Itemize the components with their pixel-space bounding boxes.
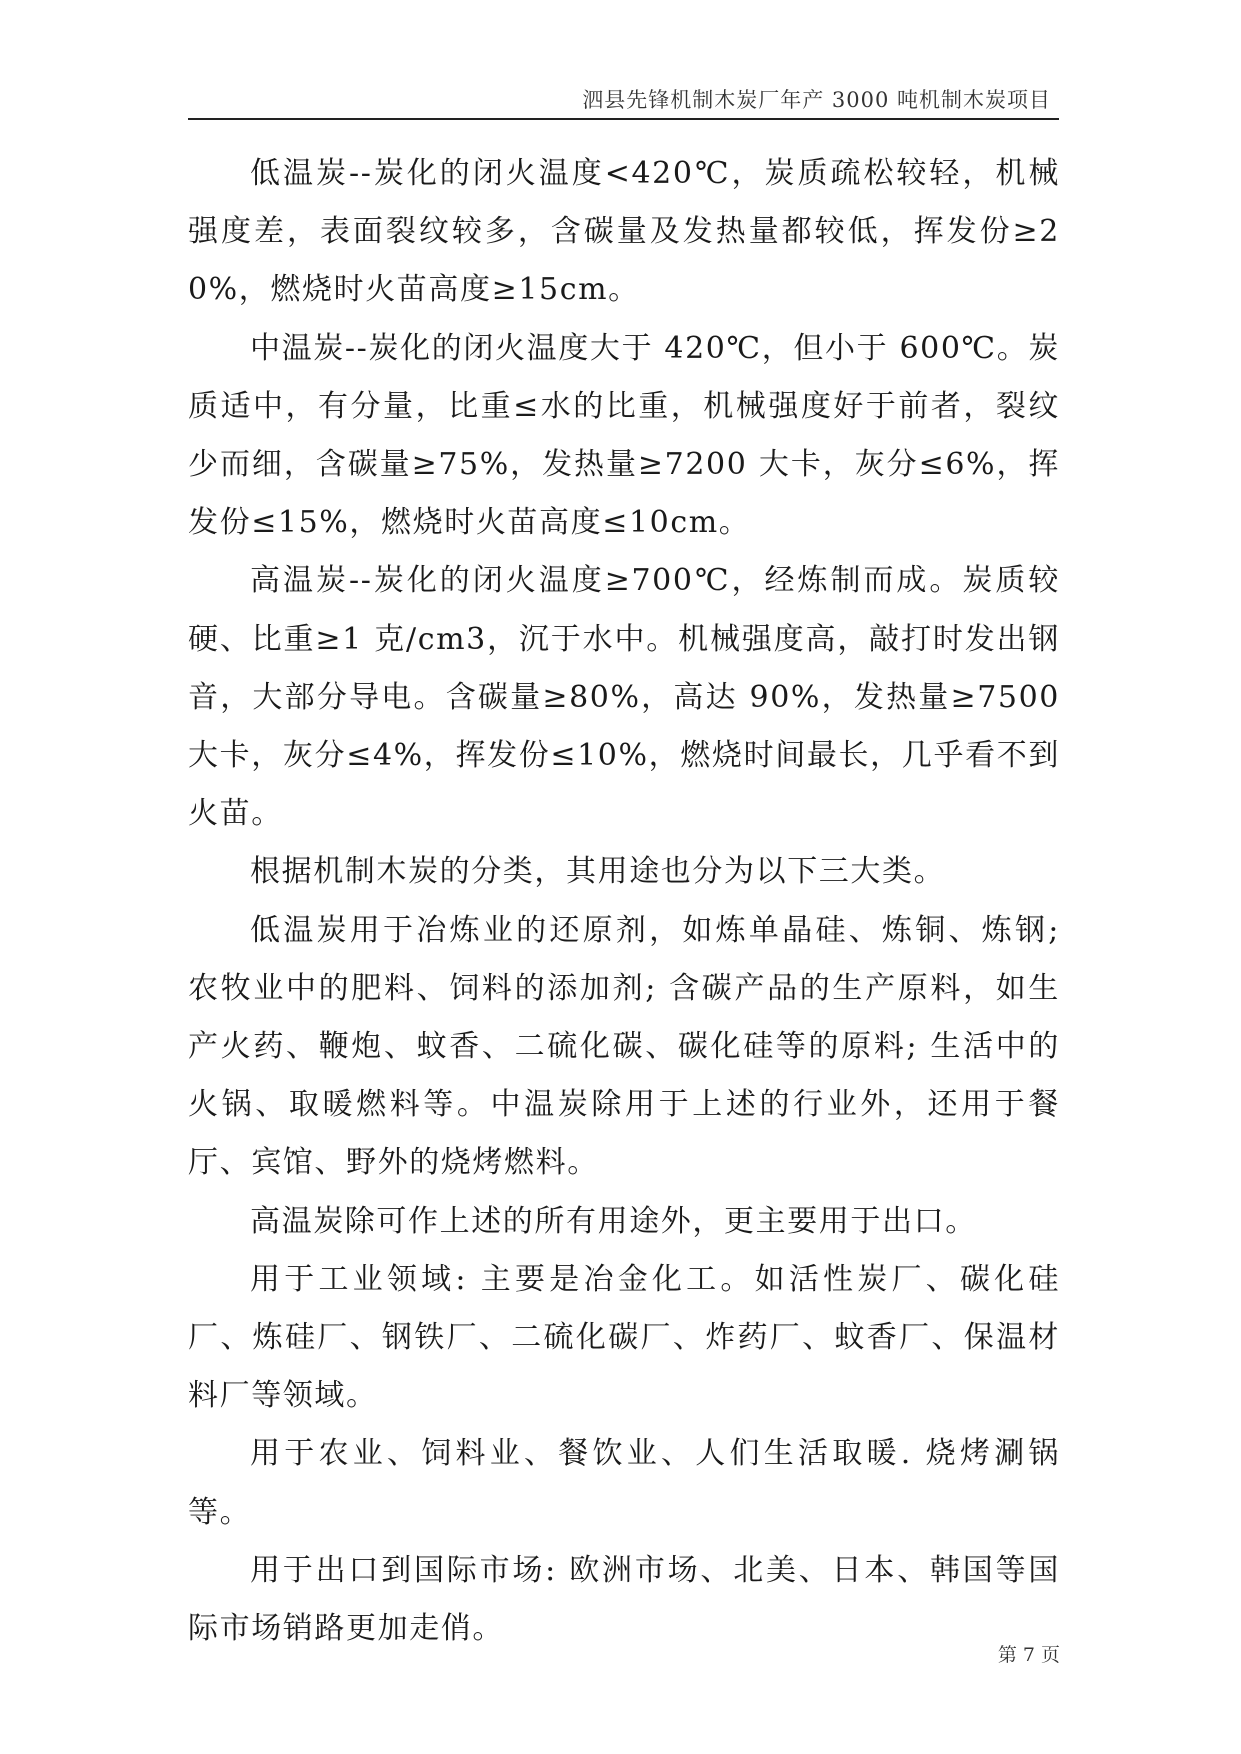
page-number: 第 7 页 bbox=[997, 1644, 1060, 1666]
paragraph-high-temp-usage: 高温炭除可作上述的所有用途外，更主要用于出口。 bbox=[250, 1203, 977, 1239]
page-header bbox=[188, 82, 1059, 120]
header-title: 泗县先锋机制木炭厂年产 3000 吨机制木炭项目 bbox=[582, 88, 1051, 112]
paragraph-low-temp-charcoal: 低温炭--炭化的闭火温度<420℃，炭质疏松较轻，机械强度差，表面裂纹较多，含碳量及发热量都较低，挥发份≥20%，燃烧时火苗高度≥15cm。 bbox=[188, 156, 1060, 308]
paragraph-export-usage: 用于出口到国际市场: 欧洲市场、北美、日本、韩国等国际市场销路更加走俏。 bbox=[188, 1552, 1060, 1647]
document-body bbox=[188, 145, 1060, 1658]
paragraph-mid-temp-charcoal: 中温炭--炭化的闭火温度大于 420℃，但小于 600℃。炭质适中，有分量，比重≤水的比重，机械强度好于前者，裂纹少而细，含碳量≥75%，发热量≥7200 大卡，灰分≤6%，挥发份≤15%，燃烧时火苗高度≤10cm。 bbox=[188, 330, 1060, 541]
paragraph-high-temp-charcoal: 高温炭--炭化的闭火温度≥700℃，经炼制而成。炭质较硬、比重≥1 克/cm3，沉于水中。机械强度高，敲打时发出钢音，大部分导电。含碳量≥80%，高达 90%，发热量≥7500 大卡，灰分≤4%，挥发份≤10%，燃烧时间最长，几乎看不到火苗。 bbox=[188, 563, 1060, 832]
paragraph-usage-intro: 根据机制木炭的分类，其用途也分为以下三大类。 bbox=[250, 854, 946, 890]
paragraph-agricultural-usage: 用于农业、饲料业、餐饮业、人们生活取暖. 烧烤涮锅等。 bbox=[188, 1436, 1060, 1530]
paragraph-low-temp-usage: 低温炭用于冶炼业的还原剂，如炼单晶硅、炼铜、炼钢; 农牧业中的肥料、饲料的添加剂; 含碳产品的生产原料，如生产火药、鞭炮、蚊香、二硫化碳、碳化硅等的原料; 生活中的火锅、取暖燃料等。中温炭除用于上述的行业外，还用于餐厅、宾馆、野外的烧烤燃料。 bbox=[188, 912, 1060, 1181]
paragraph-industrial-usage: 用于工业领域: 主要是冶金化工。如活性炭厂、碳化硅厂、炼硅厂、钢铁厂、二硫化碳厂、炸药厂、蚊香厂、保温材料厂等领域。 bbox=[188, 1261, 1060, 1414]
